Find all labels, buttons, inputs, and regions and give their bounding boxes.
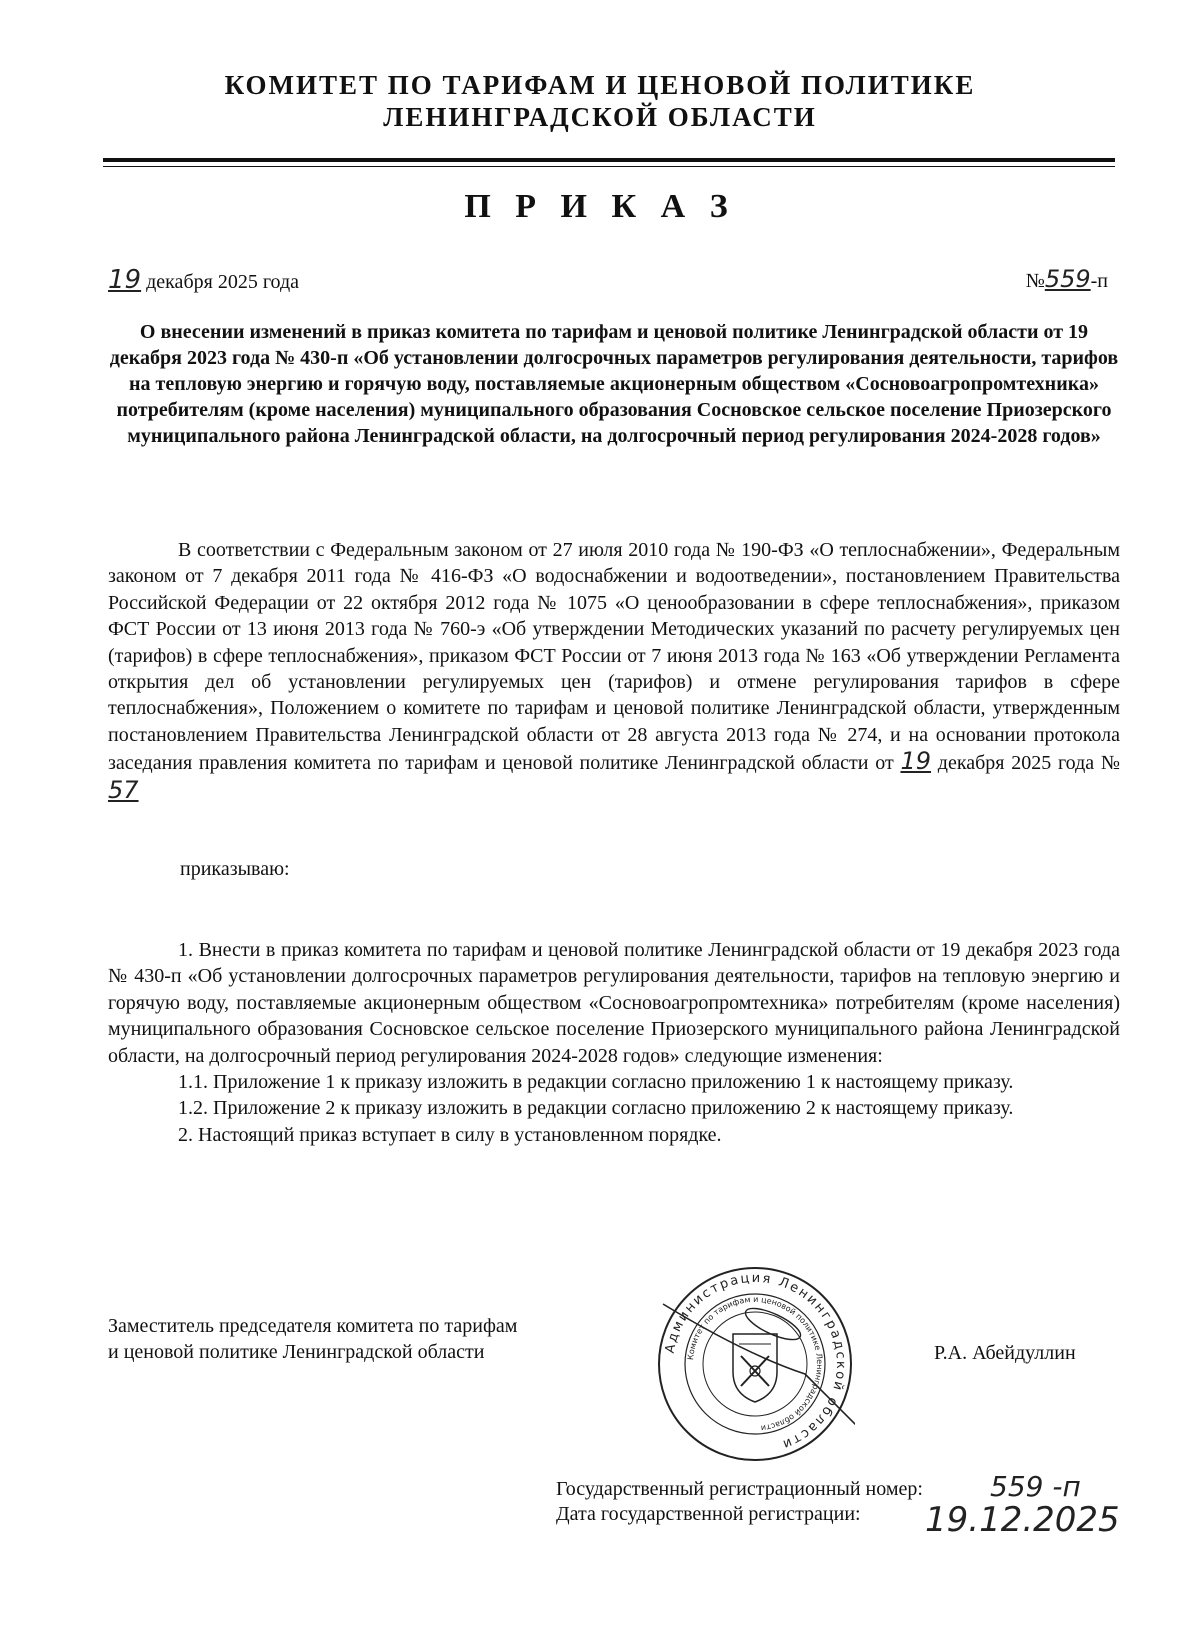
- document-number: [1026, 265, 1108, 293]
- order-item-1: 1. Внести в приказ комитета по тарифам и ценовой политике Ленинградской области от 19 декабря 2023 года № 430-п «Об установлении долгосрочных параметров регулирования деятельности, тарифов на тепловую энергию и горячую воду, поставляемые акционерным обществом «Сосновоагропромтехника» потребителям (кроме населения) муниципального образования Сосновское сельское поселение Приозерского муниципального района Ленинградской области, на долгосрочный период регулирования 2024-2028 годов» следующие изменения:: [108, 939, 1120, 1067]
- signatory-position: [108, 1313, 517, 1365]
- number-value: 559: [1044, 265, 1091, 293]
- header-rule-thick: [103, 158, 1115, 162]
- date-day: 19: [108, 265, 142, 295]
- protocol-number: 57: [108, 775, 139, 804]
- document-title: П Р И К А З: [464, 188, 736, 225]
- order-item-2: 2. Настоящий приказ вступает в силу в установленном порядке.: [178, 1123, 722, 1146]
- header-rule-thin: [103, 166, 1115, 167]
- signatory-name: Р.А. Абейдуллин: [934, 1342, 1076, 1364]
- order-items: [108, 937, 1120, 1148]
- svg-text:Комитет по тарифам и ценовой п: [686, 1295, 824, 1433]
- position-line-1: Заместитель председателя комитета по тарифам: [108, 1315, 518, 1337]
- document-subject: О внесении изменений в приказ комитета по тарифам и ценовой политике Ленинградской области от 19 декабря 2023 года № 430-п «Об установлении долгосрочных параметров регулирования деятельности, тарифов на тепловую энергию и горячую воду, поставляемые акционерным обществом «Сосновоагропромтехника» потребителям (кроме населения) муниципального образования Сосновское сельское поселение Приозерского муниципального района Ленинградской области, на долгосрочный период регулирования 2024-2028 годов»: [109, 321, 1119, 447]
- position-line-2: и ценовой политике Ленинградской области: [108, 1341, 485, 1363]
- number-suffix: -п: [1090, 270, 1108, 292]
- order-word: приказываю:: [180, 858, 290, 880]
- seal-inner-text: Комитет по тарифам и ценовой политике Ленинградской области: [686, 1294, 825, 1433]
- date-rest: декабря 2025 года: [141, 271, 299, 293]
- registration-date-label: Дата государственной регистрации:: [556, 1503, 861, 1525]
- header-line-2: ЛЕНИНГРАДСКОЙ ОБЛАСТИ: [383, 102, 817, 132]
- order-item-1-2: 1.2. Приложение 2 к приказу изложить в редакции согласно приложению 2 к настоящему приказу.: [178, 1097, 1014, 1120]
- header-line-1: КОМИТЕТ ПО ТАРИФАМ И ЦЕНОВОЙ ПОЛИТИКЕ: [224, 70, 976, 100]
- preamble-paragraph: [108, 537, 1120, 805]
- preamble-text: В соответствии с Федеральным законом от 27 июля 2010 года № 190-ФЗ «О теплоснабжении», Федеральным законом от 7 декабря 2011 года № 416-ФЗ «О водоснабжении и водоотведении», постановлением Правительства Российской Федерации от 22 октября 2012 года № 1075 «О ценообразовании в сфере теплоснабжения», приказом ФСТ России от 13 июня 2013 года № 760-э «Об утверждении Методических указаний по расчету регулируемых цен (тарифов) в сфере теплоснабжения», приказом ФСТ России от 7 июня 2013 года № 163 «Об утверждении Регламента открытия дел об установлении регулируемых цен (тарифов) и отмене регулирования тарифов в сфере теплоснабжения», Положением о комитете по тарифам и ценовой политике Ленинградской области, утвержденным постановлением Правительства Ленинградской области от 28 августа 2013 года № 274, и на основании протокола заседания правления комитета по тарифам и ценовой политике Ленинградской области от: [108, 539, 1120, 775]
- number-prefix: №: [1025, 270, 1045, 292]
- seal-outer-text: Администрация Ленинградской области: [662, 1270, 849, 1453]
- preamble-mid: декабря 2025 года №: [931, 752, 1120, 775]
- registration-number-label: Государственный регистрационный номер:: [556, 1478, 923, 1500]
- document-date: [108, 265, 299, 295]
- official-seal-icon: [655, 1264, 855, 1464]
- registration-date-value: 19.12.2025: [925, 1500, 1120, 1540]
- registration-number-value: 559 -п: [990, 1470, 1081, 1503]
- preamble-day: 19: [900, 747, 932, 776]
- order-item-1-1: 1.1. Приложение 1 к приказу изложить в редакции согласно приложению 1 к настоящему приказу.: [178, 1071, 1014, 1094]
